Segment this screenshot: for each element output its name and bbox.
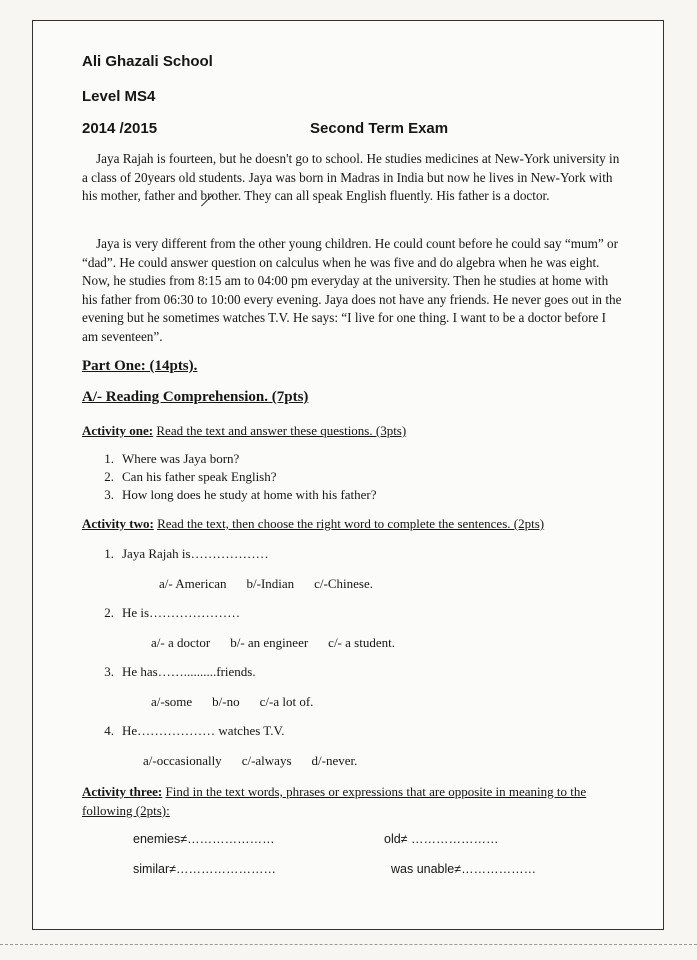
school-name: Ali Ghazali School bbox=[82, 53, 213, 70]
opposite-enemies: enemies≠………………… bbox=[133, 832, 275, 846]
option: a/- American bbox=[159, 576, 227, 591]
sentence-1: 1. Jaya Rajah is……………… bbox=[104, 546, 269, 561]
page-divider bbox=[0, 944, 697, 945]
activity-two-title: Activity two: bbox=[82, 516, 154, 531]
opposite-old: old≠ ………………… bbox=[384, 832, 499, 846]
reading-paragraph-1 bbox=[82, 150, 622, 206]
sentence-4-options bbox=[143, 753, 377, 769]
option: d/-never. bbox=[311, 753, 358, 768]
level-label: Level MS4 bbox=[82, 88, 156, 105]
activity-three-title: Activity three: bbox=[82, 784, 163, 799]
activity-two-header bbox=[82, 516, 544, 532]
option: c/-Chinese. bbox=[314, 576, 373, 591]
option: c/-always bbox=[241, 753, 292, 768]
sentence-2: 2. He is………………… bbox=[104, 605, 241, 620]
sentence-3-options bbox=[151, 694, 333, 710]
sentence-4: 4. He……………… watches T.V. bbox=[104, 723, 285, 738]
activity-three-header bbox=[82, 782, 627, 820]
sentence-3: 3. He has……..........friends. bbox=[104, 664, 256, 679]
activity-two-instruction: Read the text, then choose the right word to complete the sentences. (2pts) bbox=[157, 516, 545, 531]
school-year: 2014 /2015 bbox=[82, 120, 158, 137]
reading-paragraph-2 bbox=[82, 235, 622, 347]
section-a-heading: A/- Reading Comprehension. (7pts) bbox=[82, 389, 309, 405]
option: a/-some bbox=[151, 694, 193, 709]
option: b/- an engineer bbox=[230, 635, 309, 650]
sentence-1-options bbox=[159, 576, 393, 592]
paragraph-2-text: Jaya is very different from the other young children. He could count before he could say “mum” or “dad”. He could answer question on calculus when he was five and do algebra when he was eight. Now, he studies from 8:15 am to 04:00 pm everyday at the university. Then he studies at home with his father from 06:30 to 10:00 every evening. Jaya does not have any friends. He never goes out in the evening but he sometimes watches T.V. He says: “I live for one thing. I want to be a doctor before I am seventeen”. bbox=[82, 236, 622, 344]
opposite-was-unable: was unable≠……………… bbox=[391, 862, 537, 876]
activity-three-instruction: Find in the text words, phrases or expressions that are opposite in meaning to the following (2pts): bbox=[82, 784, 587, 818]
option: b/-Indian bbox=[246, 576, 295, 591]
exam-title: Second Term Exam bbox=[310, 120, 449, 137]
sentence-2-options bbox=[151, 635, 415, 651]
activity-one-title: Activity one: bbox=[82, 423, 154, 438]
question-2: 2. Can his father speak English? bbox=[104, 469, 277, 484]
option: b/-no bbox=[212, 694, 240, 709]
part-one-heading: Part One: (14pts). bbox=[82, 358, 198, 374]
option: a/-occasionally bbox=[143, 753, 222, 768]
activity-one-instruction: Read the text and answer these questions. (3pts) bbox=[156, 423, 407, 438]
option: c/-a lot of. bbox=[259, 694, 314, 709]
paragraph-1-text: Jaya Rajah is fourteen, but he doesn't go to school. He studies medicines at New-York university in a class of 20years old students. Jaya was born in Madras in India but now he lives in New-York with his mother, father and brother. They can all speak English fluently. His father is a doctor. bbox=[82, 151, 620, 204]
opposite-similar: similar≠…………………… bbox=[133, 862, 276, 876]
option: a/- a doctor bbox=[151, 635, 211, 650]
option: c/- a student. bbox=[328, 635, 395, 650]
activity-one-header bbox=[82, 423, 406, 439]
question-3: 3. How long does he study at home with his father? bbox=[104, 487, 377, 502]
question-1: 1. Where was Jaya born? bbox=[104, 451, 240, 466]
